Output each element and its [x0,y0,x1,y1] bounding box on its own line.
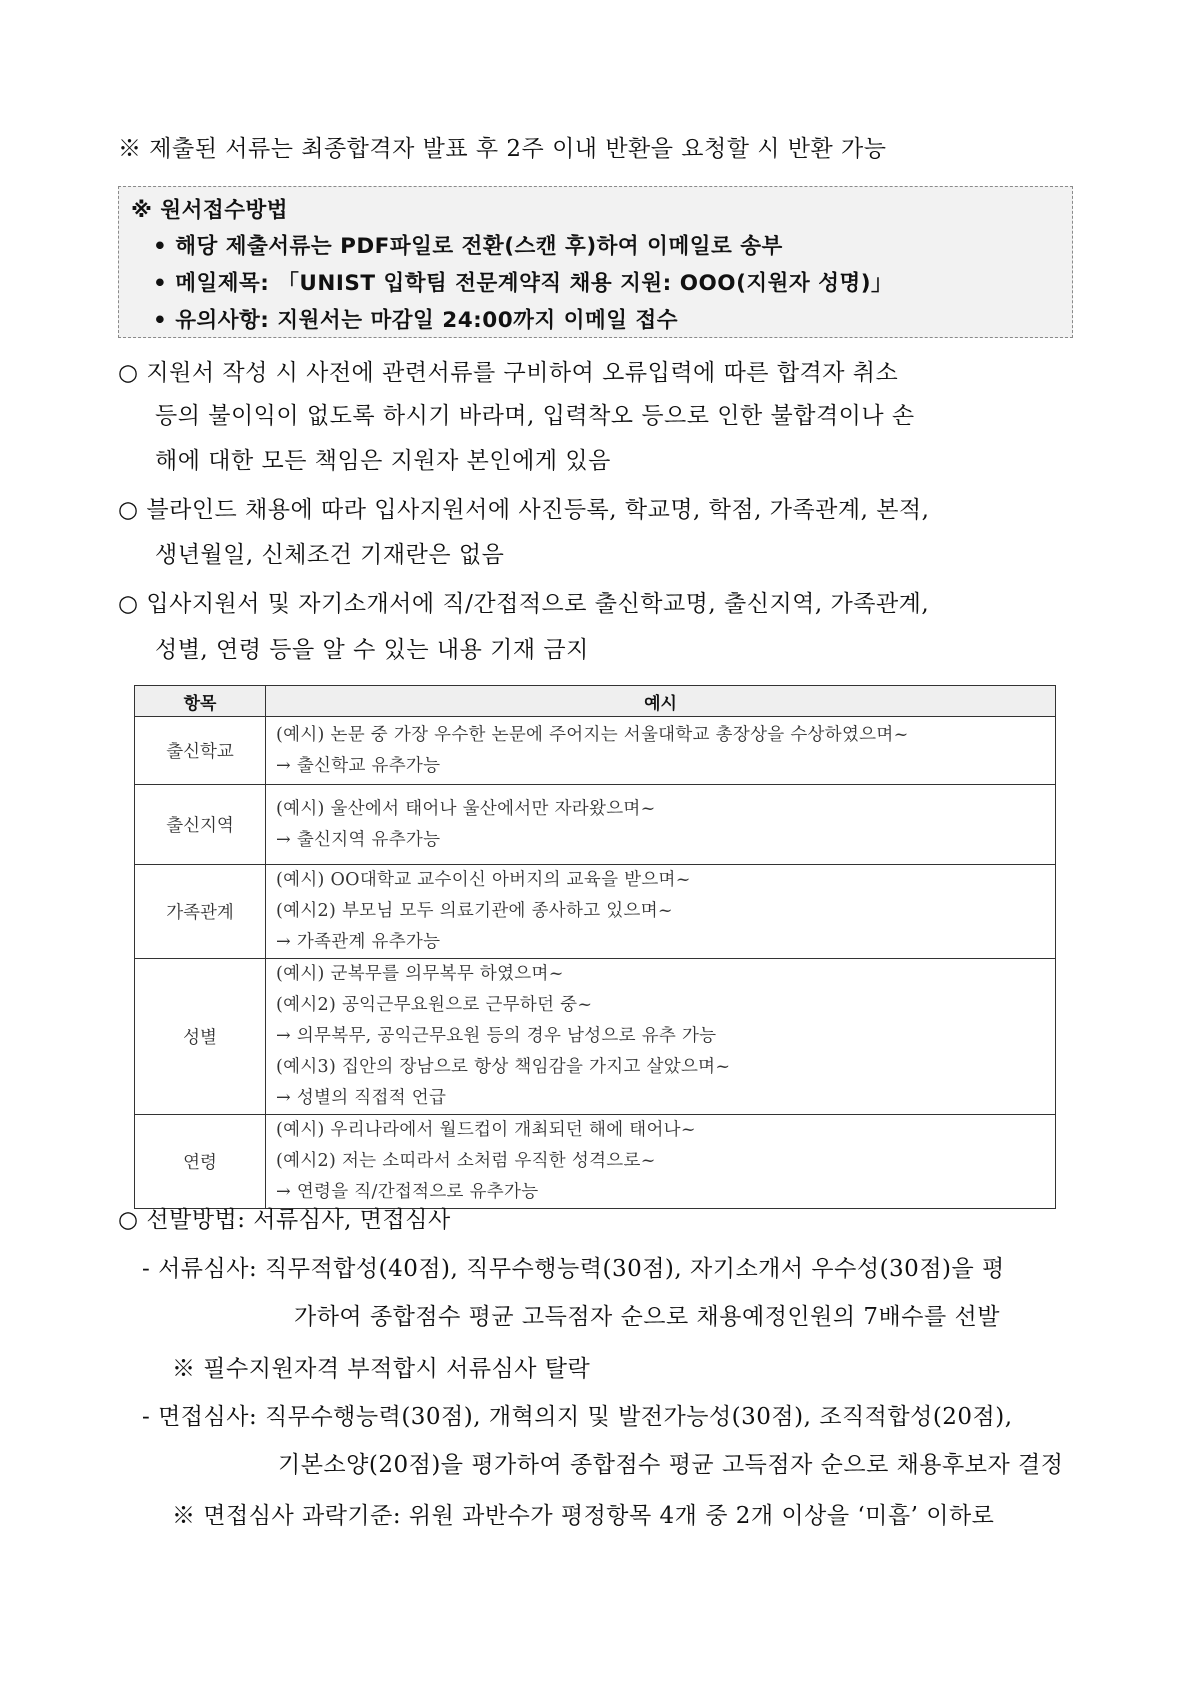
example-line: → 의무복무, 공익근무요원 등의 경우 남성으로 유추 가능 [276,1026,717,1046]
table-row [135,959,1056,1115]
example-line: (예시2) 부모님 모두 의료기관에 종사하고 있으며~ [276,901,673,921]
interview-review-line: - 면접심사: 직무수행능력(30점), 개혁의지 및 발전가능성(30점), 조직적합성(20점), [142,1404,1013,1430]
notice-line: 해에 대한 모든 책임은 지원자 본인에게 있음 [155,448,611,474]
row-examples [266,959,1056,1115]
notice-line: ○ 입사지원서 및 자기소개서에 직/간접적으로 출신학교명, 출신지역, 가족관계, [118,591,930,617]
row-examples [266,865,1056,959]
row-category: 연령 [135,1115,266,1209]
notice-line: 성별, 연령 등을 알 수 있는 내용 기재 금지 [155,637,589,663]
interview-review-line: 기본소양(20점)을 평가하여 종합점수 평균 고득점자 순으로 채용후보자 결정 [278,1452,1064,1478]
table-row [135,717,1056,785]
document-review-line: - 서류심사: 직무적합성(40점), 직무수행능력(30점), 자기소개서 우수성(30점)을 평 [142,1256,1005,1282]
top-note: ※ 제출된 서류는 최종합격자 발표 후 2주 이내 반환을 요청할 시 반환 가능 [118,136,887,162]
notice-line: 등의 불이익이 없도록 하시기 바라며, 입력착오 등으로 인한 불합격이나 손 [155,403,915,429]
table-row [135,865,1056,959]
row-category: 출신지역 [135,785,266,865]
document-review-line: 가하여 종합점수 평균 고득점자 순으로 채용예정인원의 7배수를 선발 [294,1304,1000,1330]
header-example: 예시 [266,686,1056,717]
example-line: (예시) OO대학교 교수이신 아버지의 교육을 받으며~ [276,870,691,890]
table-row [135,1115,1056,1209]
notice-line: ○ 블라인드 채용에 따라 입사지원서에 사진등록, 학교명, 학점, 가족관계, 본적, [118,497,930,523]
selection-heading: ○ 선발방법: 서류심사, 면접심사 [118,1207,451,1233]
row-examples [266,1115,1056,1209]
notice-line: ○ 지원서 작성 시 사전에 관련서류를 구비하여 오류입력에 따른 합격자 취소 [118,360,899,386]
example-line: (예시) 논문 중 가장 우수한 논문에 주어지는 서울대학교 총장상을 수상하였으며~ [276,724,909,745]
interview-review-note: ※ 면접심사 과락기준: 위원 과반수가 평정항목 4개 중 2개 이상을 ‘미흡’ 이하로 [172,1503,995,1529]
example-line: (예시) 군복무를 의무복무 하였으며~ [276,964,564,984]
document-review-note: ※ 필수지원자격 부적합시 서류심사 탈락 [172,1356,591,1382]
example-line: (예시) 울산에서 태어나 울산에서만 자라왔으며~ [276,798,656,819]
submission-box-title: ※ 원서접수방법 [131,198,289,223]
table-row [135,785,1056,865]
submission-item: • 유의사항: 지원서는 마감일 24:00까지 이메일 접수 [153,308,679,333]
example-line: → 가족관계 유추가능 [276,932,441,952]
submission-item: • 해당 제출서류는 PDF파일로 전환(스캔 후)하여 이메일로 송부 [153,234,783,259]
row-category: 출신학교 [135,717,266,785]
submission-method-box [118,186,1073,338]
example-line: → 연령을 직/간접적으로 유추가능 [276,1182,539,1202]
example-line: → 성별의 직접적 언급 [276,1088,447,1108]
submission-item: • 메일제목: 「UNIST 입학팀 전문계약직 채용 지원: OOO(지원자 성명)」 [153,271,894,296]
table-header-row [135,686,1056,717]
example-table [134,685,1056,1209]
example-line: (예시) 우리나라에서 월드컵이 개최되던 해에 태어나~ [276,1120,696,1140]
example-line: (예시2) 저는 소띠라서 소처럼 우직한 성격으로~ [276,1151,656,1171]
row-category: 가족관계 [135,865,266,959]
example-line: → 출신학교 유추가능 [276,755,441,776]
header-item: 항목 [135,686,266,717]
example-line: (예시2) 공익근무요원으로 근무하던 중~ [276,995,593,1015]
notice-line: 생년월일, 신체조건 기재란은 없음 [155,542,505,568]
example-line: → 출신지역 유추가능 [276,829,441,850]
row-examples [266,717,1056,785]
row-examples [266,785,1056,865]
row-category: 성별 [135,959,266,1115]
example-line: (예시3) 집안의 장남으로 항상 책임감을 가지고 살았으며~ [276,1057,731,1077]
